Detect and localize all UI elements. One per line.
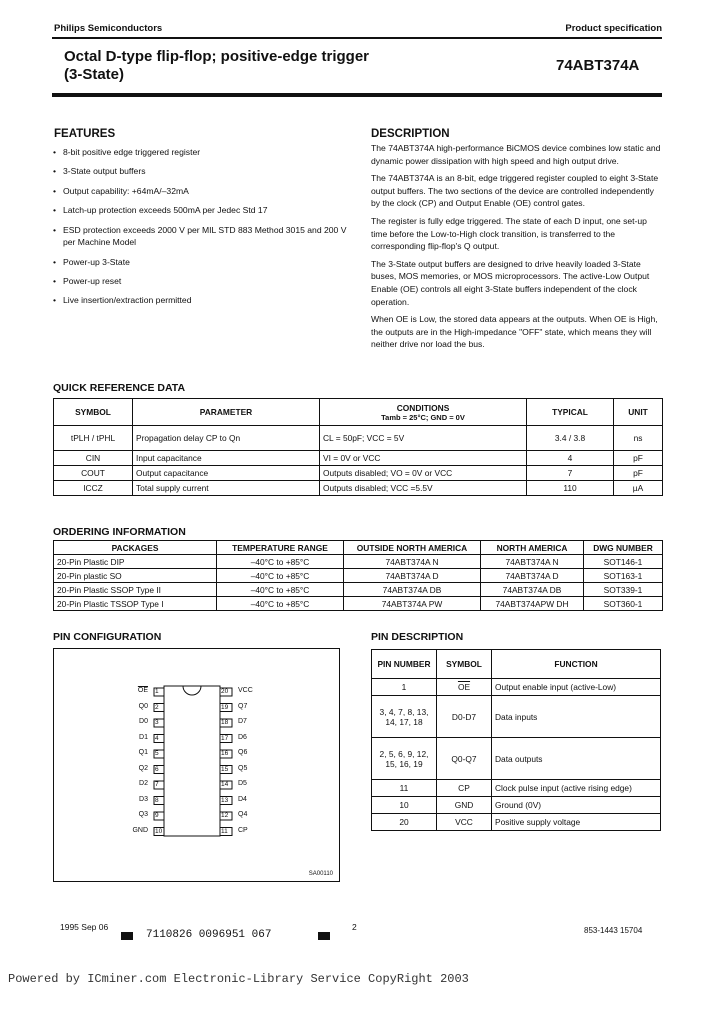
ordering-heading: ORDERING INFORMATION: [53, 526, 186, 538]
table-row: 10 GND Ground (0V): [372, 797, 661, 814]
pin-desc-heading: PIN DESCRIPTION: [371, 631, 464, 643]
col-header: PARAMETER: [133, 399, 320, 426]
pin-config-figure: [53, 648, 340, 882]
pin-number: 20: [221, 688, 229, 695]
pin-number: 7: [155, 781, 159, 788]
company-name: Philips Semiconductors: [54, 23, 163, 34]
col-header: PACKAGES: [54, 541, 217, 555]
watermark-text: Powered by ICminer.com Electronic-Library Service CopyRight 2003: [8, 972, 469, 986]
ordering-table: [53, 540, 663, 611]
doc-title-line2: (3-State): [64, 66, 125, 83]
doc-type: Product specification: [565, 23, 662, 34]
col-header: DWG NUMBER: [584, 541, 663, 555]
pin-number: 2: [155, 703, 159, 711]
description-paragraph: The 74ABT374A high-performance BiCMOS device combines low static and dynamic power dissipation with high speed and high output drive.: [371, 143, 661, 166]
feature-item: • Power-up 3-State: [53, 256, 353, 269]
table-row: 1 $\overline{OE}$ Output enable input (active-Low): [372, 679, 661, 696]
feature-item: • 8-bit positive edge triggered register: [53, 146, 353, 159]
pin-config-heading: PIN CONFIGURATION: [53, 631, 162, 643]
barcode-mark: [318, 932, 330, 940]
col-header: PIN NUMBER: [372, 650, 437, 679]
pin-number: 6: [155, 765, 159, 773]
table-row: 20-Pin plastic SO –40°C to +85°C 74ABT374A D 74ABT374A D SOT163-1: [54, 569, 663, 583]
table-row: 20-Pin Plastic TSSOP Type I –40°C to +85°C 74ABT374A PW 74ABT374APW DH SOT360-1: [54, 597, 663, 611]
features-list: [53, 146, 353, 314]
pin-label-right: D7: [238, 718, 247, 725]
pin-number: 13: [221, 796, 229, 804]
pin-number: 9: [155, 812, 159, 819]
col-header: TEMPERATURE RANGE: [217, 541, 344, 555]
col-header: TYPICAL: [527, 399, 614, 426]
table-row: 20 VCC Positive supply voltage: [372, 814, 661, 831]
pin-desc-table: [371, 649, 661, 831]
col-header: OUTSIDE NORTH AMERICA: [344, 541, 481, 555]
pin-number: 11: [221, 827, 228, 835]
pin-number: 10: [155, 827, 163, 835]
pin-label-left: D1: [139, 733, 148, 741]
pin-label-right: Q4: [238, 811, 248, 818]
pin-label-left: Q0: [138, 702, 148, 710]
pin-number: 3: [155, 719, 159, 726]
pin-label-right: VCC: [238, 687, 253, 694]
pin-label-right: Q5: [238, 764, 248, 772]
pin-label-left: D0: [139, 718, 148, 725]
description-paragraph: The 74ABT374A is an 8-bit, edge triggered register coupled to eight 3-State output buffers. The two sections of the device are controlled independently by the clock (CP) and Output Enable (OE) control gates.: [371, 173, 659, 209]
feature-item: • ESD protection exceeds 2000 V per MIL STD 883 Method 3015 and 200 V per Machine Model: [53, 224, 353, 249]
feature-item: • Live insertion/extraction permitted: [53, 294, 353, 307]
pin-label-left: GND: [132, 826, 148, 834]
pin-number: 15: [221, 765, 229, 773]
pin-label-left: Q3: [138, 811, 148, 818]
description-paragraph: The register is fully edge triggered. The state of each D input, one set-up time before the Low-to-High clock transition, is transferred to the corresponding flip-flop's Q output.: [371, 215, 647, 252]
figure-code: SA00110: [308, 871, 333, 877]
description-paragraph: When OE is Low, the stored data appears at the outputs. When OE is High, the outputs are in the High-impedance "OFF" state, which means they will neither drive nor load the bus.: [371, 314, 658, 350]
pin-number: 14: [221, 781, 229, 788]
col-header: NORTH AMERICA: [481, 541, 584, 555]
title-rule: [52, 93, 662, 97]
col-header: FUNCTION: [492, 650, 661, 679]
feature-item: • Output capability: +64mA/–32mA: [53, 185, 353, 198]
table-row: ICCZ Total supply current Outputs disabled; VCC =5.5V 110 µA: [54, 481, 663, 496]
pin-number: 19: [221, 703, 229, 711]
feature-item: • Power-up reset: [53, 275, 353, 288]
pin-label-left: Q1: [138, 749, 148, 756]
pin-number: 5: [155, 750, 159, 757]
quick-ref-table: [53, 398, 663, 496]
pin-label-left: $\overline{OE}$: [137, 687, 148, 694]
doc-code: 853-1443 15704: [584, 926, 643, 935]
table-row: CIN Input capacitance VI = 0V or VCC 4 pF: [54, 451, 663, 466]
table-row: 20-Pin Plastic DIP –40°C to +85°C 74ABT374A N 74ABT374A N SOT146-1: [54, 555, 663, 569]
page-number: 2: [352, 922, 357, 932]
part-number: 74ABT374A: [556, 57, 640, 74]
conditions-subheader: Tamb = 25°C; GND = 0V: [381, 412, 465, 422]
pin-number: 1: [155, 688, 159, 695]
barcode-text: 7110826 0096951 067: [146, 929, 272, 941]
pin-label-right: CP: [238, 826, 248, 834]
pin-label-right: D6: [238, 733, 247, 741]
pin-label-left: D3: [139, 795, 148, 803]
pin-number: 17: [221, 734, 229, 742]
description-heading: DESCRIPTION: [371, 128, 450, 140]
pin-number: 16: [221, 750, 229, 757]
table-row: 2, 5, 6, 9, 12, 15, 16, 19 Q0-Q7 Data outputs: [372, 738, 661, 780]
table-row: 3, 4, 7, 8, 13, 14, 17, 18 D0-D7 Data inputs: [372, 696, 661, 738]
footer-date: 1995 Sep 06: [60, 922, 109, 932]
doc-title-line1: Octal D-type flip-flop; positive-edge trigger: [64, 48, 370, 65]
header-rule: [52, 37, 662, 39]
pin-label-right: D5: [238, 780, 247, 787]
barcode-mark: [121, 932, 133, 940]
table-row: tPLH / tPHL Propagation delay CP to Qn CL = 50pF; VCC = 5V 3.4 / 3.8 ns: [54, 426, 663, 451]
col-header: SYMBOL: [54, 399, 133, 426]
pin-number: 8: [155, 796, 159, 804]
pin-label-left: Q2: [138, 764, 148, 772]
feature-item: • Latch-up protection exceeds 500mA per Jedec Std 17: [53, 204, 353, 217]
description-body: [371, 142, 661, 351]
col-header: UNIT: [614, 399, 663, 426]
feature-item: • 3-State output buffers: [53, 165, 353, 178]
pin-number: 18: [221, 719, 229, 726]
features-heading: FEATURES: [54, 128, 116, 140]
col-header: SYMBOL: [437, 650, 492, 679]
pin-number: 12: [221, 812, 229, 819]
pin-label-right: D4: [238, 795, 247, 803]
pin-number: 4: [155, 734, 159, 742]
pin-label-right: Q6: [238, 749, 248, 756]
ic-package-diagram: [54, 649, 339, 881]
table-row: COUT Output capacitance Outputs disabled; VO = 0V or VCC 7 pF: [54, 466, 663, 481]
table-row: 11 CP Clock pulse input (active rising edge): [372, 780, 661, 797]
quick-ref-heading: QUICK REFERENCE DATA: [53, 382, 186, 394]
pin-label-left: D2: [139, 780, 148, 787]
pin-label-right: Q7: [238, 702, 248, 710]
description-paragraph: The 3-State output buffers are designed to drive heavily loaded 3-State buses, MOS memories, or MOS microprocessors. The active-Low Output Enable (OE) controls all eight 3-State buffers independent of the clock operation.: [371, 258, 650, 307]
col-header: CONDITIONS Tamb = 25°C; GND = 0V: [320, 399, 527, 426]
table-row: 20-Pin Plastic SSOP Type II –40°C to +85°C 74ABT374A DB 74ABT374A DB SOT339-1: [54, 583, 663, 597]
